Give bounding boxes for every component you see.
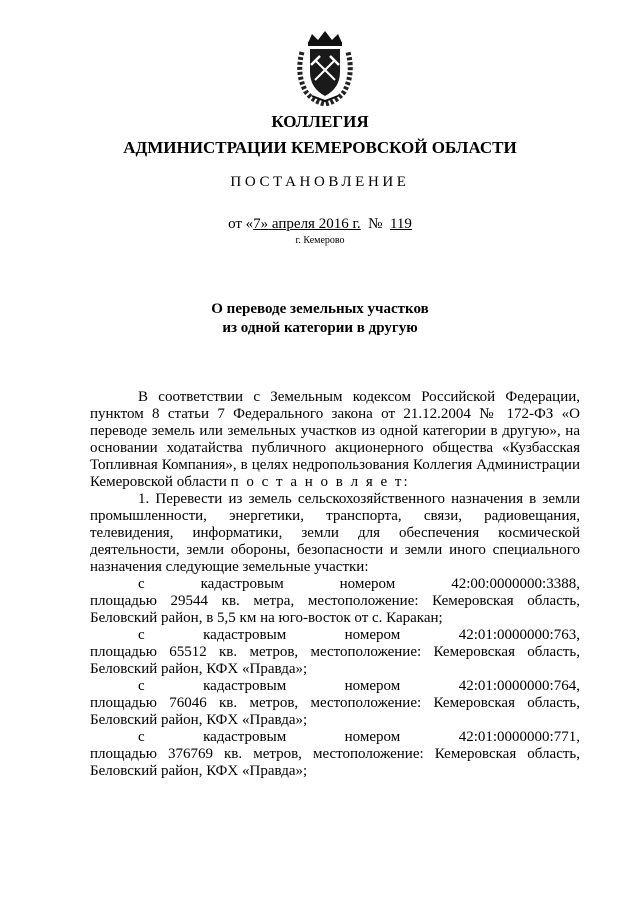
- date-number-line: [0, 216, 640, 233]
- parcel-cadastral-line: с кадастровым номером 42:01:0000000:764,: [138, 678, 580, 694]
- parcel-entry: [90, 627, 580, 678]
- title-line1: О переводе земельных участков: [211, 301, 429, 317]
- parcel-description: площадью 65512 кв. метров, местоположение: Кемеровская область, Беловский район, КФХ «Правда»;: [90, 644, 580, 677]
- coat-of-arms-icon: [294, 30, 356, 106]
- parcel-description: площадью 29544 кв. метра, местоположение: Кемеровская область, Беловский район, в 5,5 км на юго-восток от с. Каракан;: [90, 593, 580, 626]
- intro-paragraph: В соответствии с Земельным кодексом Российской Федерации, пунктом 8 статьи 7 Федерального закона от 21.12.2004 № 172-ФЗ «О переводе земель или земельных участков из одной категории в другую», на основании ходатайства публичного акционерного общества «Кузбасская Топливная Компания», в целях недропользования Коллегия Администрации Кемеровской области п о с т а н о в л я е т:: [90, 389, 580, 490]
- parcel-entry: [90, 678, 580, 729]
- document-type: ПОСТАНОВЛЕНИЕ: [230, 174, 410, 190]
- parcel-entry: [90, 729, 580, 780]
- parcel-cadastral-line: с кадастровым номером 42:01:0000000:771,: [138, 729, 580, 745]
- parcel-description: площадью 376769 кв. метров, местоположение: Кемеровская область, Беловский район, КФХ «Правда»;: [90, 746, 580, 779]
- document-title: [0, 300, 640, 338]
- title-line2: из одной категории в другую: [222, 320, 418, 336]
- date-prefix: от «: [228, 216, 254, 232]
- document-number: 119: [389, 216, 412, 232]
- parcel-description: площадью 76046 кв. метров, местоположение: Кемеровская область, Беловский район, КФХ «Правда»;: [90, 695, 580, 728]
- parcel-entry: [90, 576, 580, 627]
- city: г. Кемерово: [295, 235, 345, 246]
- document-body: [90, 389, 580, 780]
- parcel-cadastral-line: с кадастровым номером 42:01:0000000:763,: [138, 627, 580, 643]
- date-day: 7» апреля 2016 г.: [253, 216, 361, 232]
- number-sign: №: [368, 216, 383, 232]
- org-name-line1: КОЛЛЕГИЯ: [271, 112, 369, 131]
- item-1: 1. Перевести из земель сельскохозяйственного назначения в земли промышленности, энергетики, транспорта, связи, радиовещания, телевидения, информатики, земли для обеспечения космической деятельности, земли обороны, безопасности и земли иного специального назначения следующие земельные участки:: [90, 491, 580, 575]
- org-name-line2: АДМИНИСТРАЦИИ КЕМЕРОВСКОЙ ОБЛАСТИ: [123, 138, 517, 157]
- parcel-cadastral-line: с кадастровым номером 42:00:0000000:3388,: [138, 576, 580, 592]
- decree-word: п о с т а н о в л я е т:: [230, 474, 410, 490]
